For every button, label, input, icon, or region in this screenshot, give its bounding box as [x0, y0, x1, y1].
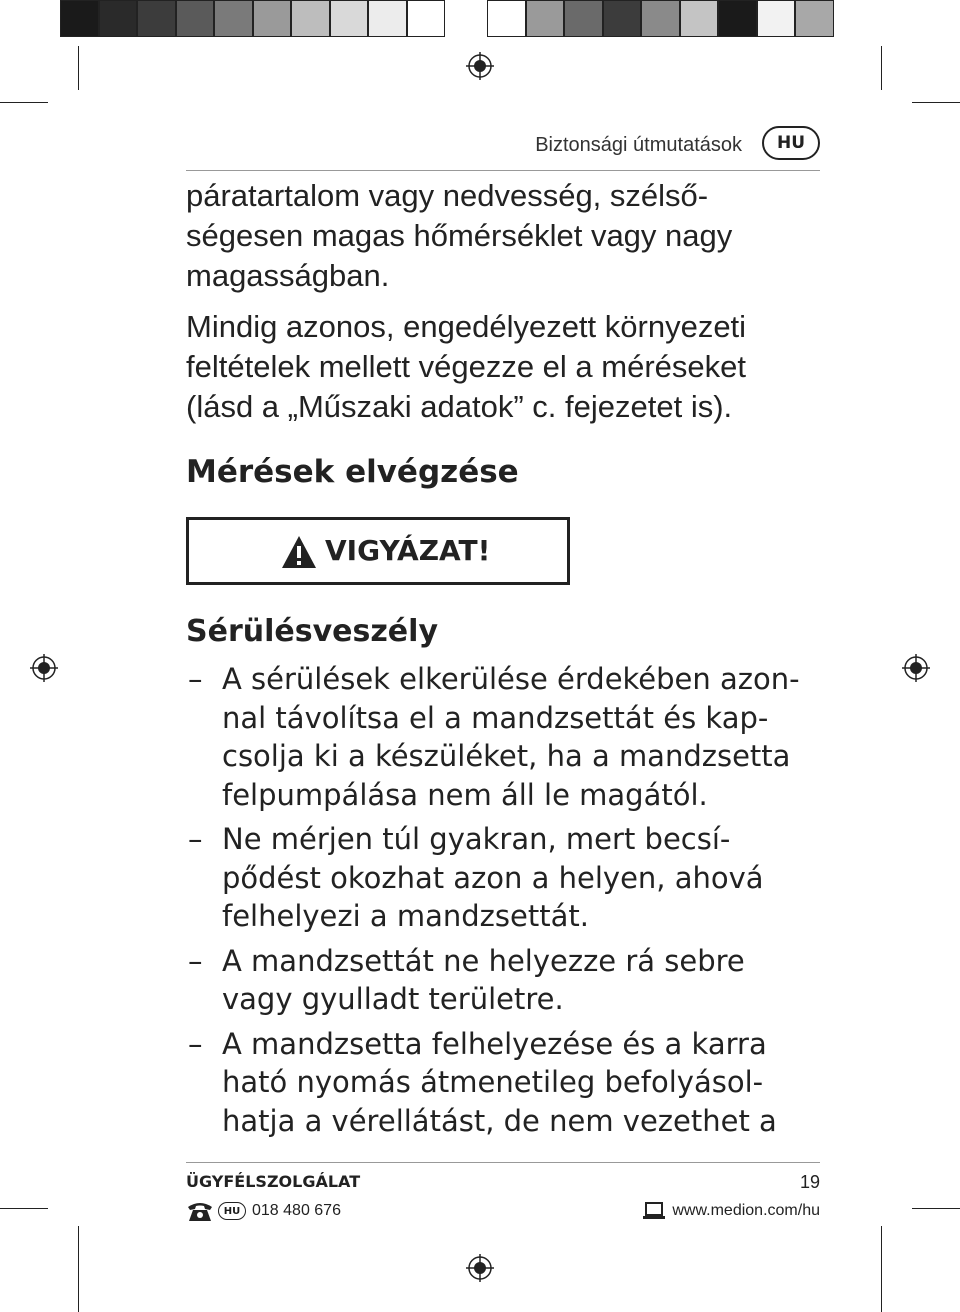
text-line: A mandzsettát ne helyezze rá sebre [222, 943, 745, 978]
footer-website [642, 1198, 820, 1224]
text-line: Ne mérjen túl gyakran, mert becsí- [222, 822, 731, 856]
crop-mark [881, 1226, 882, 1312]
calibration-swatch [137, 0, 176, 37]
text-line: Mindig azonos, engedélyezett környezeti [186, 309, 747, 344]
text-line: ható nyomás átmenetileg befolyásol- [222, 1065, 764, 1099]
crop-mark [0, 102, 48, 103]
customer-service-label: ÜGYFÉLSZOLGÁLAT [186, 1172, 361, 1191]
calibration-bar-right [487, 0, 834, 37]
list-item [186, 820, 826, 936]
dash-marker: – [188, 662, 203, 696]
crop-mark [881, 46, 882, 90]
website-link[interactable]: www.medion.com/hu [672, 1202, 820, 1219]
crop-mark [912, 102, 960, 103]
calibration-swatch [487, 0, 526, 37]
dash-marker: – [188, 822, 203, 856]
calibration-swatch [641, 0, 680, 37]
text-line: feltételek mellett végezze el a méréseket [186, 349, 746, 384]
warning-subheading: Sérülésveszély [186, 614, 438, 649]
dash-marker: – [188, 943, 203, 978]
text-line: magasságban. [186, 258, 390, 293]
text-line: (lásd a „Műszaki adatok” c. fejezetet is). [186, 389, 733, 424]
registration-target-icon [30, 654, 58, 682]
footer-phone [186, 1198, 341, 1224]
crop-mark [78, 1226, 79, 1312]
text-line: ségesen magas hőmérséklet vagy nagy [186, 218, 733, 253]
page-header [186, 124, 820, 170]
registration-target-icon [466, 52, 494, 80]
warning-list [186, 660, 826, 1146]
registration-target-icon [902, 654, 930, 682]
calibration-swatch [757, 0, 796, 37]
language-badge: HU [762, 126, 820, 160]
calibration-swatch [60, 0, 99, 37]
warning-box [186, 517, 570, 585]
text-line: felhelyezi a mandzsettát. [222, 899, 589, 933]
laptop-icon [642, 1201, 666, 1221]
calibration-swatch [214, 0, 253, 37]
crop-mark [0, 1208, 48, 1209]
list-item [186, 1025, 826, 1141]
text-line: A mandzsetta felhelyezése és a karra [222, 1026, 767, 1061]
dash-marker: – [188, 1026, 203, 1061]
warning-label: VIGYÁZAT! [325, 534, 491, 567]
section-heading: Mérések elvégzése [186, 454, 519, 490]
calibration-swatch [407, 0, 446, 37]
calibration-swatch [99, 0, 138, 37]
registration-target-icon [466, 1254, 494, 1282]
text-line: hatja a vérellátást, de nem vezethet a [222, 1103, 777, 1138]
header-title: Biztonsági útmutatások [535, 134, 742, 156]
text-line: felpumpálása nem áll le magától. [222, 777, 708, 812]
page-number: 19 [799, 1172, 820, 1192]
calibration-swatch [564, 0, 603, 37]
intro-paragraph-1 [186, 176, 826, 296]
phone-number: 018 480 676 [252, 1202, 341, 1219]
text-line: páratartalom vagy nedvesség, szélső- [186, 178, 709, 213]
calibration-swatch [526, 0, 565, 37]
calibration-swatch [330, 0, 369, 37]
list-item [186, 942, 826, 1019]
calibration-bar-left [60, 0, 445, 37]
text-line: vagy gyulladt területre. [222, 982, 564, 1016]
intro-paragraph-2 [186, 307, 826, 427]
header-divider [186, 170, 820, 171]
warning-triangle-icon [281, 535, 317, 569]
list-item [186, 660, 826, 814]
crop-mark [912, 1208, 960, 1209]
text-line: csolja ki a készüléket, ha a mandzsetta [222, 739, 791, 773]
calibration-swatch [291, 0, 330, 37]
calibration-swatch [680, 0, 719, 37]
text-line: A sérülések elkerülése érdekében azon- [222, 662, 800, 696]
text-line: pődést okozhat azon a helyen, ahová [222, 860, 764, 895]
calibration-swatch [176, 0, 215, 37]
calibration-swatch [253, 0, 292, 37]
footer-divider [186, 1162, 820, 1163]
calibration-swatch [718, 0, 757, 37]
calibration-swatch [368, 0, 407, 37]
language-badge-small: HU [218, 1202, 246, 1220]
crop-mark [78, 46, 79, 90]
calibration-swatch [795, 0, 834, 37]
text-line: nal távolítsa el a mandzsettát és kap- [222, 700, 769, 735]
calibration-swatch [603, 0, 642, 37]
telephone-icon [186, 1200, 214, 1222]
